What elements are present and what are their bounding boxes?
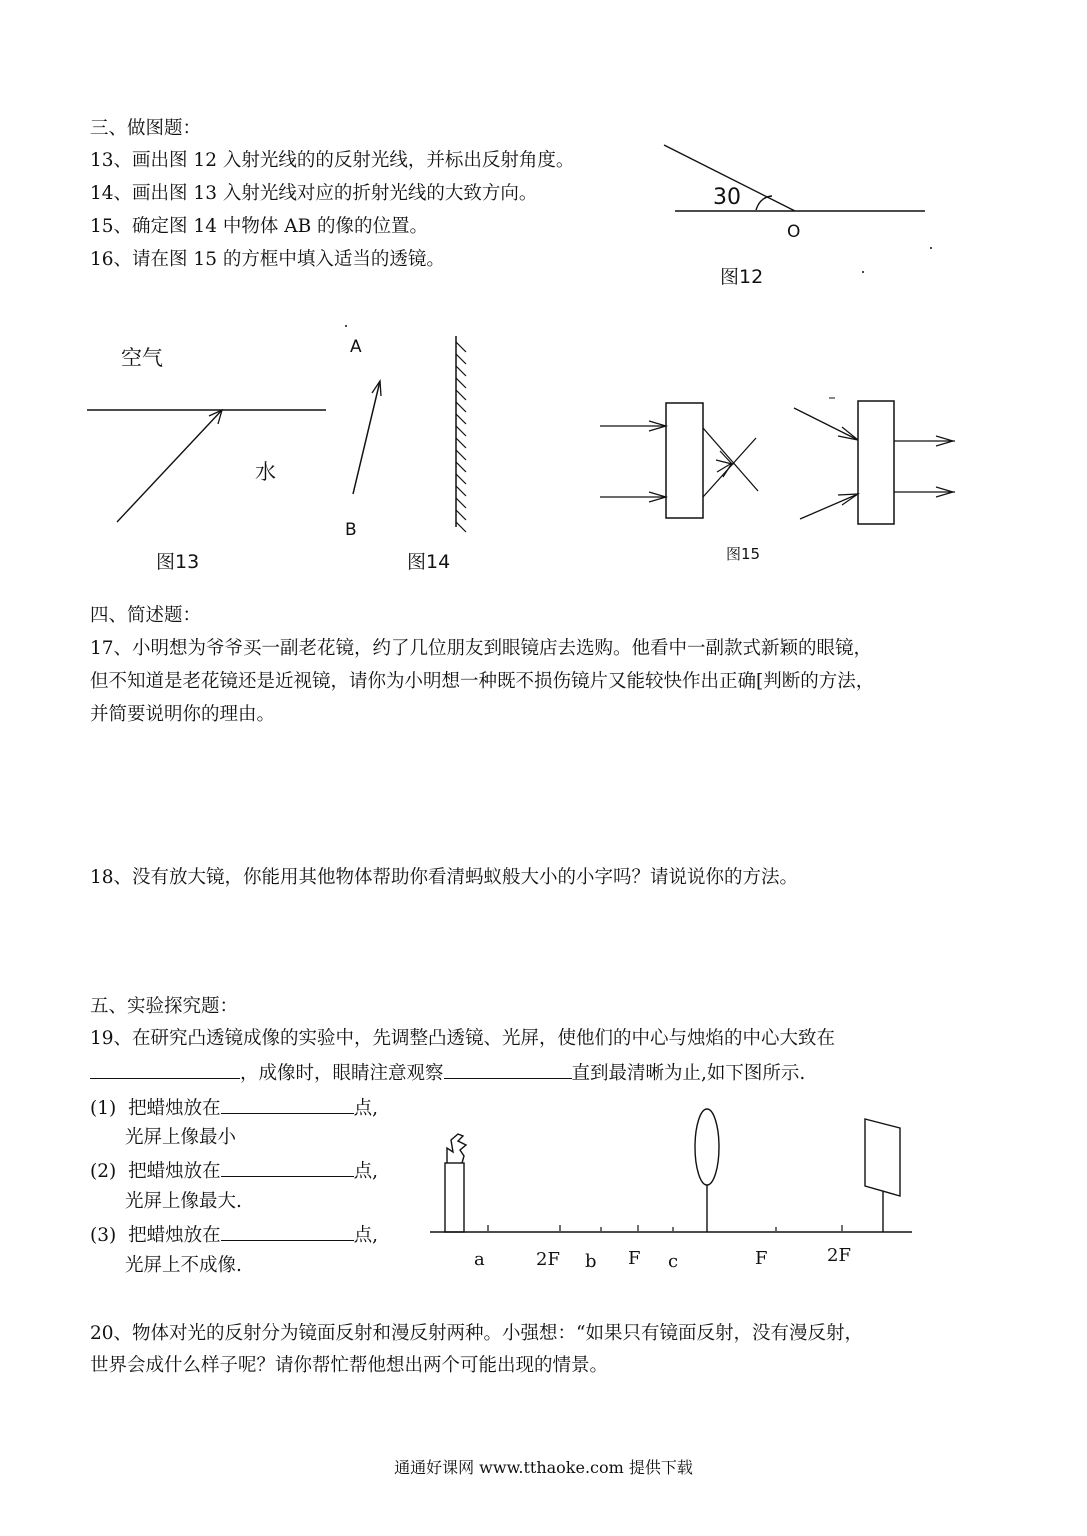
question-19-line1: 19、在研究凸透镜成像的实验中，先调整凸透镜、光屏，使他们的中心与烛焰的中心大致在 (90, 1028, 836, 1049)
question-14: 14、画出图 13 入射光线对应的折射光线的大致方向。 (90, 183, 538, 204)
bench-label-2f-right: 2F (827, 1245, 851, 1266)
section5-heading: 五、实验探究题： (90, 996, 239, 1017)
section4-heading: 四、简述题： (90, 605, 202, 626)
fig14-label-a: A (350, 337, 362, 357)
fig12-angle-label: 30 (713, 185, 741, 210)
fig13-caption: 图13 (156, 551, 200, 573)
question-17-line2: 但不知道是老花镜还是近视镜，请你为小明想一种既不损伤镜片又能较快作出正确[判断的方法， (90, 671, 875, 692)
question-19-mid: ，成像时，眼睛注意观察 (240, 1063, 444, 1084)
question-15: 15、确定图 14 中物体 AB 的像的位置。 (90, 216, 429, 237)
item3-number: (3) (90, 1225, 117, 1246)
bench-label-a: a (474, 1249, 485, 1270)
question-16: 16、请在图 15 的方框中填入适当的透镜。 (90, 249, 445, 270)
item3-suffix: 点, (353, 1225, 379, 1246)
item1-line2: 光屏上像最小 (125, 1127, 237, 1148)
question-17-line3: 并简要说明你的理由。 (90, 704, 276, 725)
question-18: 18、没有放大镜，你能用其他物体帮助你看清蚂蚁般大小的小字吗？请说说你的方法。 (90, 867, 799, 888)
item1-suffix: 点, (353, 1098, 379, 1119)
fig13-water-label: 水 (255, 460, 276, 484)
question-19-end: 直到最清晰为止,如下图所示. (571, 1063, 806, 1084)
section3-heading: 三、做图题： (90, 118, 202, 139)
fig14-label-b: B (345, 520, 357, 540)
bench-label-f-left: F (628, 1248, 641, 1269)
bench-label-f-right: F (755, 1248, 768, 1269)
item3-line2: 光屏上不成像. (125, 1255, 242, 1276)
question-20-line2: 世界会成什么样子呢？请你帮忙帮他想出两个可能出现的情景。 (90, 1355, 609, 1376)
bench-label-b: b (585, 1251, 597, 1272)
bench-label-c: c (668, 1251, 679, 1272)
item2-suffix: 点, (353, 1161, 379, 1182)
question-17-line1: 17、小明想为爷爷买一副老花镜，约了几位朋友到眼镜店去选购。他看中一副款式新颖的眼镜， (90, 638, 873, 659)
fig15-caption: 图15 (726, 545, 761, 563)
question-13: 13、画出图 12 入射光线的的反射光线，并标出反射角度。 (90, 150, 575, 171)
item2-prefix: 把蜡烛放在 (128, 1161, 221, 1182)
fig12-caption: 图12 (720, 266, 764, 288)
fig13-air-label: 空气 (121, 346, 163, 370)
item3-prefix: 把蜡烛放在 (128, 1225, 221, 1246)
page-footer: 通通好课网 www.tthaoke.com 提供下载 (394, 1458, 693, 1477)
item2-line2: 光屏上像最大. (125, 1191, 242, 1212)
item1-prefix: 把蜡烛放在 (128, 1098, 221, 1119)
bench-label-2f-left: 2F (536, 1249, 560, 1270)
fig14-caption: 图14 (407, 551, 451, 573)
question-20-line1: 20、物体对光的反射分为镜面反射和漫反射两种。小强想：“如果只有镜面反射，没有漫反射， (90, 1323, 864, 1344)
item2-number: (2) (90, 1161, 117, 1182)
item1-number: (1) (90, 1098, 117, 1119)
fig12-point-label: O (787, 222, 801, 242)
